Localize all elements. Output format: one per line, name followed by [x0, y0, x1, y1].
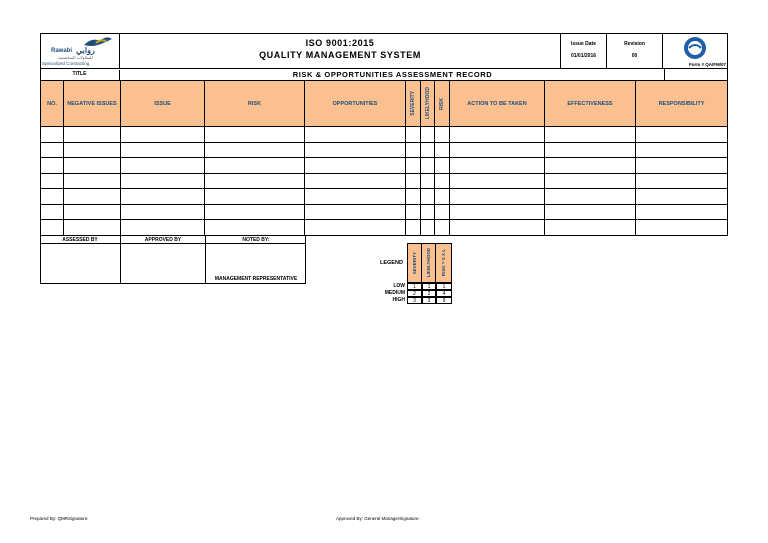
record-title: RISK & OPPORTUNITIES ASSESSMENT RECORD: [292, 70, 493, 79]
legend-value: 4: [436, 290, 452, 297]
legend-likelyhood: LIKELYHOOD: [422, 243, 436, 283]
legend-value: 9: [436, 297, 452, 304]
table-cell[interactable]: [205, 143, 305, 159]
legend-label: LEGEND: [380, 260, 403, 266]
table-cell[interactable]: [121, 220, 205, 236]
company-name-en: Rawabi: [51, 48, 73, 54]
table-cell[interactable]: [421, 220, 435, 236]
table-row: [40, 174, 728, 190]
table-cell[interactable]: [545, 205, 636, 221]
table-cell[interactable]: [40, 189, 64, 205]
table-cell[interactable]: [545, 127, 636, 143]
revision-label: Revision: [624, 41, 645, 47]
legend-value: 3: [422, 297, 436, 304]
table-row: [40, 205, 728, 221]
certification-cell: [663, 33, 728, 69]
approved-by-label: APPROVED BY: [144, 237, 182, 243]
assessed-by-label: ASSESSED BY: [62, 237, 98, 243]
table-cell[interactable]: [40, 174, 64, 190]
table-cell[interactable]: [421, 158, 435, 174]
legend-risk: RISK = S X L: [436, 243, 452, 283]
table-cell[interactable]: [636, 158, 728, 174]
legend-value: 1: [436, 283, 452, 290]
table-cell[interactable]: [64, 143, 121, 159]
table-cell[interactable]: [305, 127, 406, 143]
table-cell[interactable]: [545, 174, 636, 190]
table-cell[interactable]: [406, 189, 421, 205]
table-cell[interactable]: [64, 127, 121, 143]
table-cell[interactable]: [545, 220, 636, 236]
table-cell[interactable]: [435, 174, 450, 190]
sig-header-line: [40, 243, 306, 244]
table-cell[interactable]: [40, 143, 64, 159]
company-logo: [40, 33, 120, 69]
table-cell[interactable]: [305, 220, 406, 236]
table-cell[interactable]: [121, 205, 205, 221]
table-cell[interactable]: [435, 143, 450, 159]
table-cell[interactable]: [305, 143, 406, 159]
noted-by-label: NOTED BY:: [242, 237, 270, 243]
table-cell[interactable]: [205, 127, 305, 143]
table-cell[interactable]: [64, 205, 121, 221]
table-cell[interactable]: [450, 158, 545, 174]
legend-row: [350, 290, 452, 297]
legend-value: 1: [422, 283, 436, 290]
table-cell[interactable]: [435, 220, 450, 236]
table-cell[interactable]: [121, 189, 205, 205]
table-cell[interactable]: [406, 127, 421, 143]
legend-severity: SEVERITY: [407, 243, 422, 283]
table-cell[interactable]: [406, 220, 421, 236]
table-cell[interactable]: [40, 158, 64, 174]
table-cell[interactable]: [435, 158, 450, 174]
table-cell[interactable]: [64, 158, 121, 174]
table-cell[interactable]: [121, 127, 205, 143]
col-risk: RISK: [205, 81, 305, 127]
legend-level: HIGH: [392, 297, 405, 303]
table-cell[interactable]: [406, 158, 421, 174]
table-cell[interactable]: [421, 143, 435, 159]
table-cell[interactable]: [40, 205, 64, 221]
table-row: [40, 220, 728, 236]
legend-value: 1: [407, 283, 422, 290]
table-cell[interactable]: [545, 143, 636, 159]
table-cell[interactable]: [305, 189, 406, 205]
certification-seal-icon: [683, 36, 707, 60]
table-cell[interactable]: [545, 189, 636, 205]
table-cell[interactable]: [636, 220, 728, 236]
table-cell[interactable]: [636, 174, 728, 190]
table-cell[interactable]: [450, 189, 545, 205]
col-responsibility: RESPONSIBILITY: [636, 81, 728, 127]
table-cell[interactable]: [421, 174, 435, 190]
table-cell[interactable]: [406, 205, 421, 221]
issue-date-label: Issue Date: [570, 41, 596, 47]
table-cell[interactable]: [450, 143, 545, 159]
table-cell[interactable]: [305, 205, 406, 221]
doc-title-iso: ISO 9001:2015: [305, 38, 375, 48]
title-label: TITLE: [40, 70, 120, 81]
issue-date-value: 01/01/2016: [570, 53, 597, 59]
legend-level: MEDIUM: [384, 290, 405, 296]
col-issue: ISSUE: [121, 81, 205, 127]
company-subtitle-ar: للمقاولات المتخصصة: [58, 55, 93, 60]
col-action: ACTION TO BE TAKEN: [450, 81, 545, 127]
legend-value: 2: [407, 290, 422, 297]
table-cell[interactable]: [40, 127, 64, 143]
table-cell[interactable]: [64, 174, 121, 190]
management-rep-label: MANAGEMENT REPRESENTATIVE: [214, 276, 298, 282]
revision-cell: [607, 33, 663, 69]
table-row: [40, 158, 728, 174]
table-cell[interactable]: [205, 158, 305, 174]
table-cell[interactable]: [205, 174, 305, 190]
table-cell[interactable]: [205, 205, 305, 221]
doc-title-qms: QUALITY MANAGEMENT SYSTEM: [259, 50, 421, 60]
table-cell[interactable]: [40, 220, 64, 236]
table-cell[interactable]: [421, 189, 435, 205]
table-row: [40, 189, 728, 205]
table-row: [40, 127, 728, 143]
legend-value: 3: [407, 297, 422, 304]
company-name-ar: روابي: [76, 46, 95, 55]
legend-value: 2: [422, 290, 436, 297]
title-divider: [664, 68, 665, 81]
table-cell[interactable]: [435, 205, 450, 221]
prepared-by: Prepared By: QMRSignature:: [30, 516, 89, 521]
table-cell[interactable]: [545, 158, 636, 174]
table-body: [40, 127, 728, 236]
table-cell[interactable]: [435, 189, 450, 205]
col-likelyhood: LIKELYHOOD: [421, 81, 435, 127]
col-opportunities: OPPORTUNITIES: [305, 81, 406, 127]
col-negative-issues: NEGATIVE ISSUES: [64, 81, 121, 127]
table-cell[interactable]: [406, 174, 421, 190]
table-cell[interactable]: [636, 189, 728, 205]
company-subtitle-en: Specialized Contracting: [42, 61, 90, 66]
table-cell[interactable]: [450, 174, 545, 190]
table-cell[interactable]: [450, 127, 545, 143]
table-cell[interactable]: [305, 174, 406, 190]
table-cell[interactable]: [421, 127, 435, 143]
legend-header: [407, 243, 452, 283]
col-risk-score: RISK: [435, 81, 450, 127]
table-cell[interactable]: [305, 158, 406, 174]
approved-by-footer: Approved By: General ManagerSignature:: [336, 516, 420, 521]
table-cell[interactable]: [636, 143, 728, 159]
table-cell[interactable]: [450, 220, 545, 236]
table-cell[interactable]: [64, 220, 121, 236]
legend-level: LOW: [393, 283, 405, 289]
table-cell[interactable]: [121, 143, 205, 159]
issue-date-cell: [560, 33, 607, 69]
revision-value: 00: [631, 53, 638, 59]
table-cell[interactable]: [121, 174, 205, 190]
table-cell[interactable]: [435, 127, 450, 143]
legend-row: [350, 297, 452, 304]
table-row: [40, 143, 728, 159]
table-cell[interactable]: [121, 158, 205, 174]
table-cell[interactable]: [636, 205, 728, 221]
col-effectiveness: EFFECTIVENESS: [545, 81, 636, 127]
table-cell[interactable]: [64, 189, 121, 205]
legend-row: [350, 283, 452, 290]
col-severity: SEVERITY: [406, 81, 421, 127]
col-no: NO.: [40, 81, 64, 127]
table-cell[interactable]: [406, 143, 421, 159]
table-cell[interactable]: [421, 205, 435, 221]
table-cell[interactable]: [205, 189, 305, 205]
table-cell[interactable]: [205, 220, 305, 236]
form-number: Form # QA/FM/07: [688, 62, 726, 67]
table-cell[interactable]: [450, 205, 545, 221]
table-cell[interactable]: [636, 127, 728, 143]
